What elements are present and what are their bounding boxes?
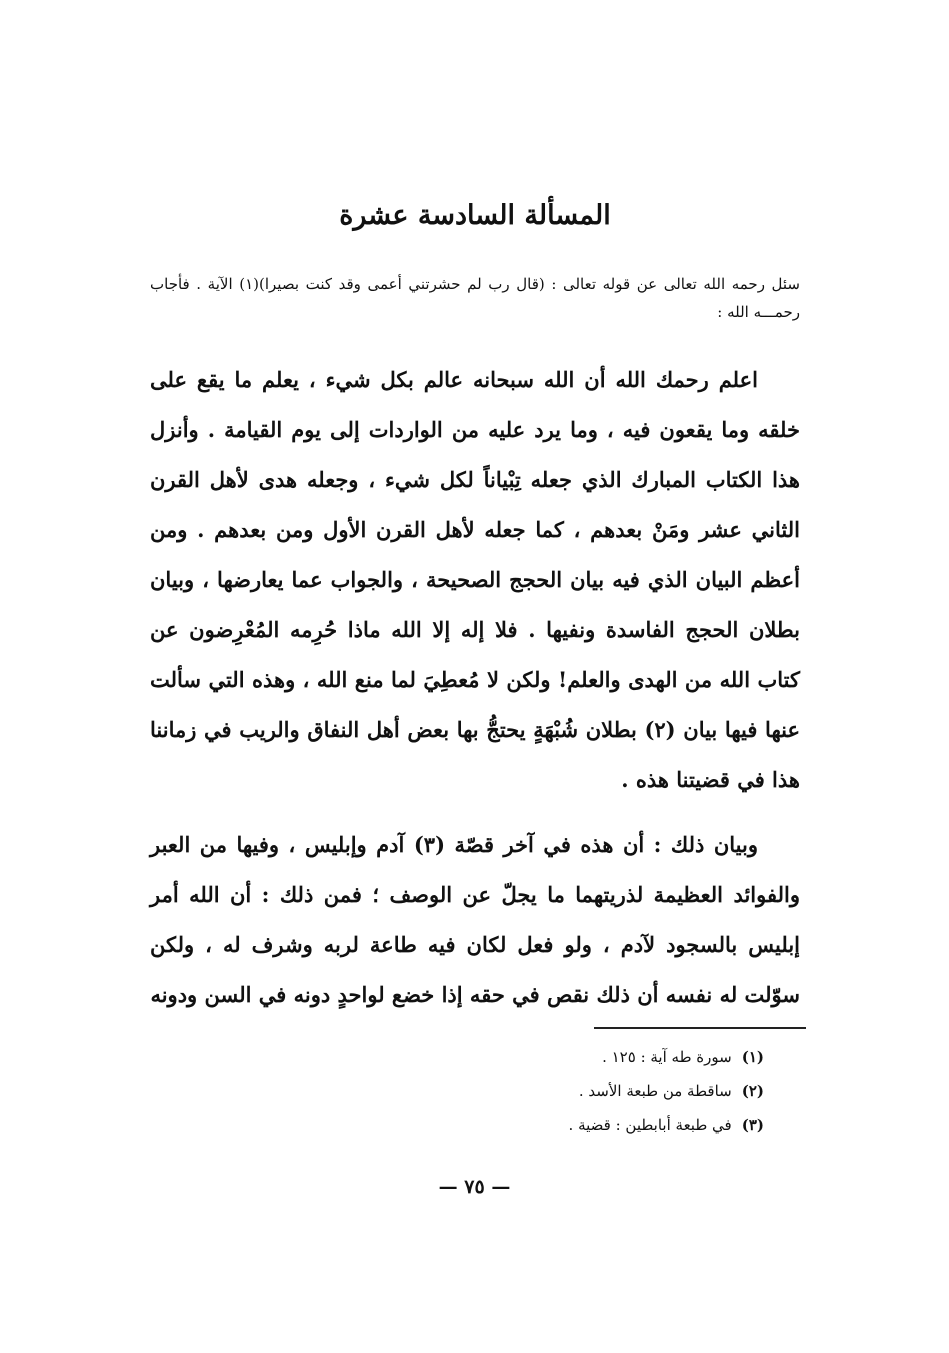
body-paragraph-2: وبيان ذلك : أن هذه في آخر قصّة (٣) آدم وإبليس ، وفيها من العبر والفوائد العظيمة لذريتهما ما يجلّ عن الوصف ؛ فمن ذلك : أن الله أمر إبليس بالسجود لآدم ، ولو فعل لكان فيه طاعة لربه وشرف له ، ولكن سوّلت له نفسه أن ذلك نقص في حقه إذا خضع لواحدٍ دونه في السن ودونه bbox=[150, 832, 800, 1007]
footnote-text: سورة طه آية : ١٢٥ . bbox=[602, 1048, 732, 1066]
footnote-mark: (٢) bbox=[741, 1082, 764, 1100]
page-number: — ٧٥ — bbox=[438, 1176, 511, 1198]
footnote-item bbox=[344, 1074, 764, 1108]
footnote-text: في طبعة أبابطين : قضية . bbox=[568, 1116, 732, 1134]
footnote-text: ساقطة من طبعة الأسد . bbox=[578, 1082, 732, 1100]
body-paragraph-1: اعلم رحمك الله أن الله سبحانه عالم بكل شيء ، يعلم ما يقع على خلقه وما يقعون فيه ، وما يرد عليه من الواردات إلى يوم القيامة . وأنزل هذا الكتاب المبارك الذي جعله تِبْياناً لكل شيء ، وجعله هدى لأهل القرن الثاني عشر ومَنْ بعدهم ، كما جعله لأهل القرن الأول ومن بعدهم . ومن أعظم البيان الذي فيه بيان الحجج الصحيحة ، والجواب عما يعارضها ، وبيان بطلان الحجج الفاسدة ونفيها . فلا إله إلا الله ماذا حُرِمه المُعْرِضون عن كتاب الله من الهدى والعلم! ولكن لا مُعطِيَ لما منع الله ، وهذه التي سألت عنها فيها بيان (٢) بطلان شُبْهَةٍ يحتجُّ بها بعض أهل النفاق والريب في زماننا هذا في قضيتنا هذه . bbox=[150, 367, 800, 792]
footnotes-list bbox=[344, 1040, 764, 1142]
footnote-item bbox=[344, 1108, 764, 1142]
footnote-mark: (١) bbox=[741, 1048, 764, 1066]
question-text: سئل رحمه الله تعالى عن قوله تعالى : (قال رب لم حشرتني أعمى وقد كنت بصيرا)(١) الآية . فأجاب رحمـــه الله : bbox=[150, 275, 801, 321]
section-title: المسألة السادسة عشرة bbox=[339, 200, 611, 231]
footnote-mark: (٣) bbox=[741, 1116, 764, 1134]
footnote-divider bbox=[594, 1027, 806, 1029]
footnote-item bbox=[344, 1040, 764, 1074]
